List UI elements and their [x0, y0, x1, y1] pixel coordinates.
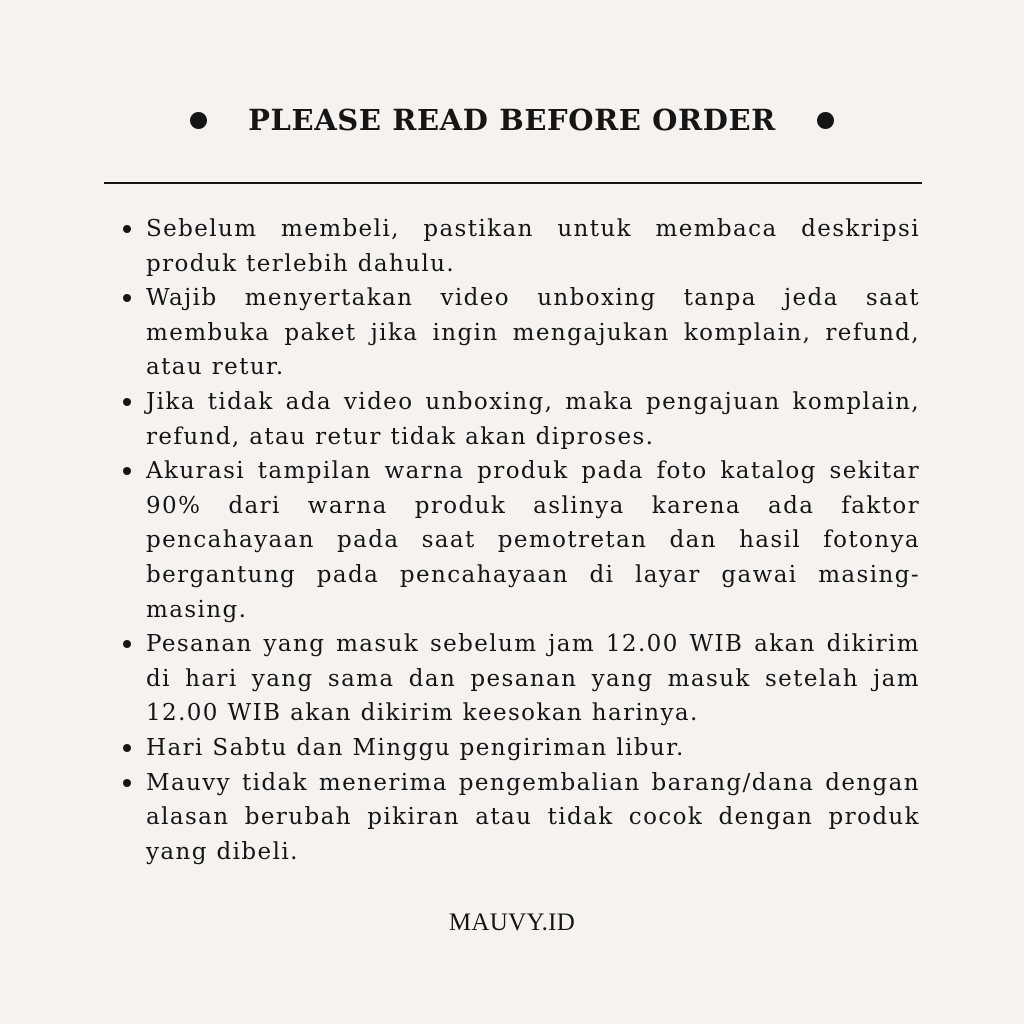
list-item [122, 281, 920, 385]
rules-list [122, 212, 920, 869]
title-divider [104, 182, 922, 184]
rule-text: Wajib menyertakan video unboxing tanpa jeda saat membuka paket jika ingin mengajukan komplain, refund, atau retur. [146, 285, 920, 381]
bullet-icon [123, 779, 131, 787]
list-item [122, 731, 920, 766]
rule-text: Pesanan yang masuk sebelum jam 12.00 WIB akan dikirim di hari yang sama dan pesanan yang masuk setelah jam 12.00 WIB akan dikirim keesokan harinya. [146, 631, 920, 727]
bullet-icon [123, 294, 131, 302]
bullet-dot-right-icon [817, 112, 834, 129]
rule-text: Sebelum membeli, pastikan untuk membaca deskripsi produk terlebih dahulu. [146, 216, 920, 277]
bullet-icon [123, 640, 131, 648]
bullet-icon [123, 225, 131, 233]
rule-text: Mauvy tidak menerima pengembalian barang/dana dengan alasan berubah pikiran atau tidak cocok dengan produk yang dibeli. [146, 769, 920, 865]
bullet-icon [123, 744, 131, 752]
list-item [122, 454, 920, 627]
page-title: PLEASE READ BEFORE ORDER [248, 103, 776, 137]
header [0, 98, 1024, 142]
list-item [122, 766, 920, 870]
list-item [122, 212, 920, 281]
rule-text: Jika tidak ada video unboxing, maka pengajuan komplain, refund, atau retur tidak akan diproses. [146, 388, 920, 450]
footer-brand: MAUVY.ID [448, 909, 576, 936]
list-item [122, 627, 920, 731]
list-item [122, 385, 920, 454]
bullet-icon [123, 398, 131, 406]
rule-text: Hari Sabtu dan Minggu pengiriman libur. [146, 734, 685, 761]
bullet-icon [123, 467, 131, 475]
rule-text: Akurasi tampilan warna produk pada foto katalog sekitar 90% dari warna produk aslinya karena ada faktor pencahayaan pada saat pemotretan dan hasil fotonya bergantung pada pencahayaan di layar gawai masing-masing. [146, 458, 920, 623]
